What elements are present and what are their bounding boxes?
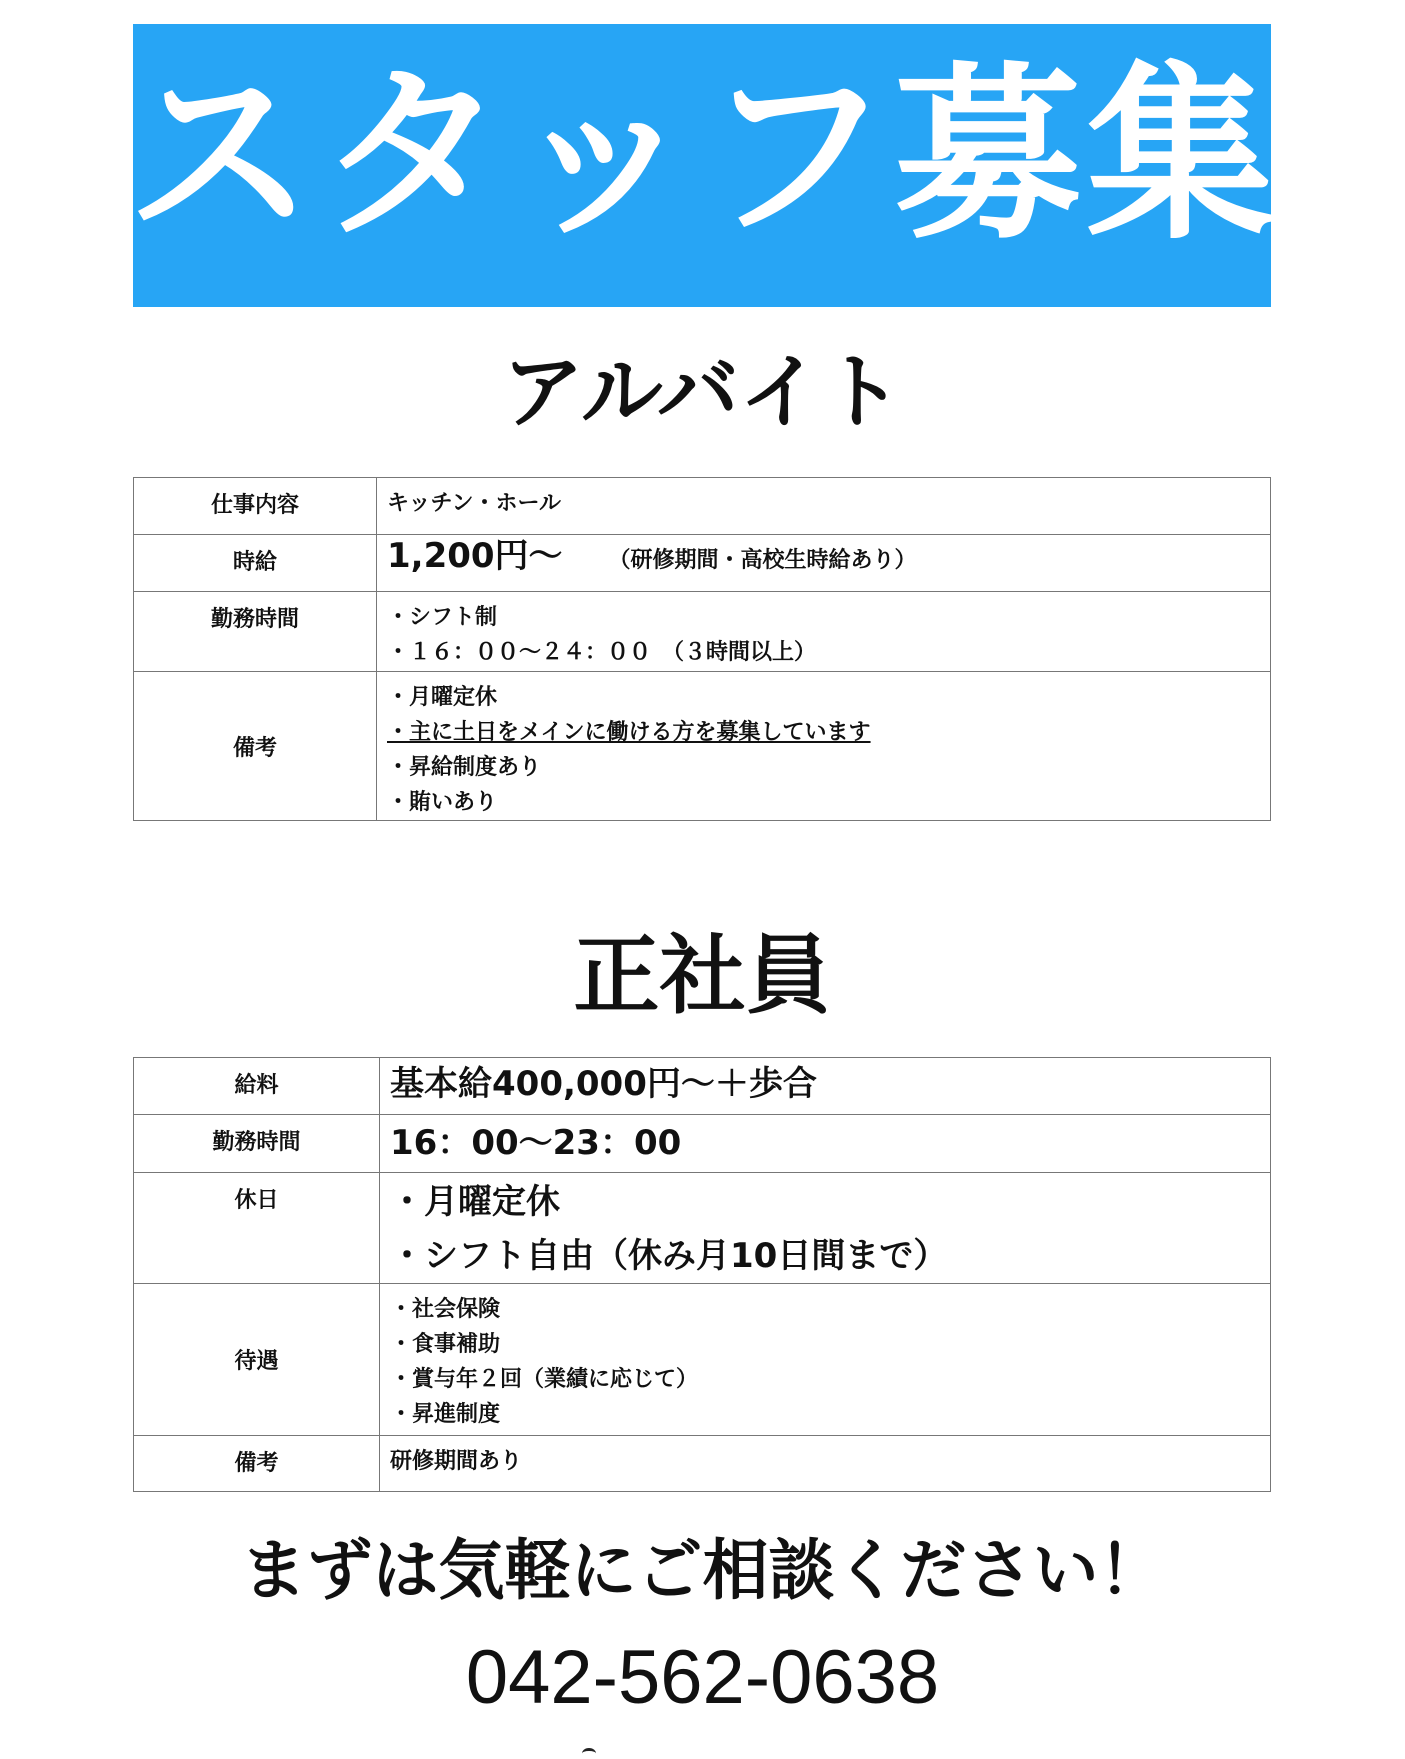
- row-value: [380, 1173, 1271, 1284]
- value-line: ・月曜定休: [387, 685, 498, 710]
- header-banner: [126, 24, 1278, 307]
- row-value: [377, 478, 1271, 535]
- table-row: [134, 1436, 1271, 1492]
- value-line: ・賄いあり: [387, 790, 498, 815]
- work-hours-value: 16：00〜23：00: [390, 1123, 682, 1163]
- arbeit-table: [133, 477, 1271, 821]
- table-row: [134, 1284, 1271, 1436]
- value-line: ・昇進制度: [390, 1402, 501, 1427]
- salary-value: 基本給400,000円〜＋歩合: [390, 1064, 817, 1104]
- row-label: 勤務時間: [134, 592, 377, 672]
- row-label: 休日: [134, 1173, 380, 1284]
- row-label: 勤務時間: [134, 1115, 380, 1173]
- section-title-seishain: 正社員: [573, 926, 832, 1026]
- value-line: ・シフト制: [387, 605, 498, 630]
- section-title-arbeit: アルバイト: [502, 345, 903, 440]
- table-row: [134, 535, 1271, 592]
- row-label: 仕事内容: [134, 478, 377, 535]
- table-row: [134, 672, 1271, 821]
- value-line: ・賞与年２回（業績に応じて）: [390, 1367, 699, 1392]
- value-line: ・１６：００〜２４：００ （３時間以上）: [387, 640, 817, 665]
- table-row: [134, 1173, 1271, 1284]
- row-value: [380, 1058, 1271, 1115]
- row-label: 時給: [134, 535, 377, 592]
- row-value: [380, 1115, 1271, 1173]
- call-to-action: まずは気軽にご相談ください！: [240, 1532, 1165, 1609]
- value-line: 研修期間あり: [390, 1449, 523, 1474]
- row-label: 給料: [134, 1058, 380, 1115]
- value-line: ・昇給制度あり: [387, 755, 542, 780]
- banner-title: スタッフ募集: [126, 45, 1278, 265]
- wage-note: （研修期間・高校生時給あり）: [608, 548, 917, 573]
- value-line: ・シフト自由（休み月10日間まで）: [390, 1236, 948, 1276]
- value-line: ・月曜定休: [390, 1182, 560, 1222]
- value-line: ・食事補助: [390, 1332, 501, 1357]
- row-label: 待遇: [134, 1284, 380, 1436]
- row-value: [377, 535, 1271, 592]
- table-row: [134, 1115, 1271, 1173]
- phone-number[interactable]: 042-562-0638: [465, 1635, 940, 1720]
- hourly-wage: 1,200円〜: [387, 536, 563, 576]
- value-line: ・主に土日をメインに働ける方を募集しています: [387, 720, 871, 745]
- row-label: 備考: [134, 1436, 380, 1492]
- table-row: [134, 478, 1271, 535]
- value-line: ・社会保険: [390, 1297, 501, 1322]
- row-label: 備考: [134, 672, 377, 821]
- row-value: [377, 592, 1271, 672]
- row-value: [377, 672, 1271, 821]
- seishain-table: [133, 1057, 1271, 1492]
- row-value: [380, 1284, 1271, 1436]
- table-row: [134, 1058, 1271, 1115]
- row-value: [380, 1436, 1271, 1492]
- value-line: キッチン・ホール: [387, 491, 562, 516]
- table-row: [134, 592, 1271, 672]
- cropped-glyph-fragment: [582, 1748, 596, 1759]
